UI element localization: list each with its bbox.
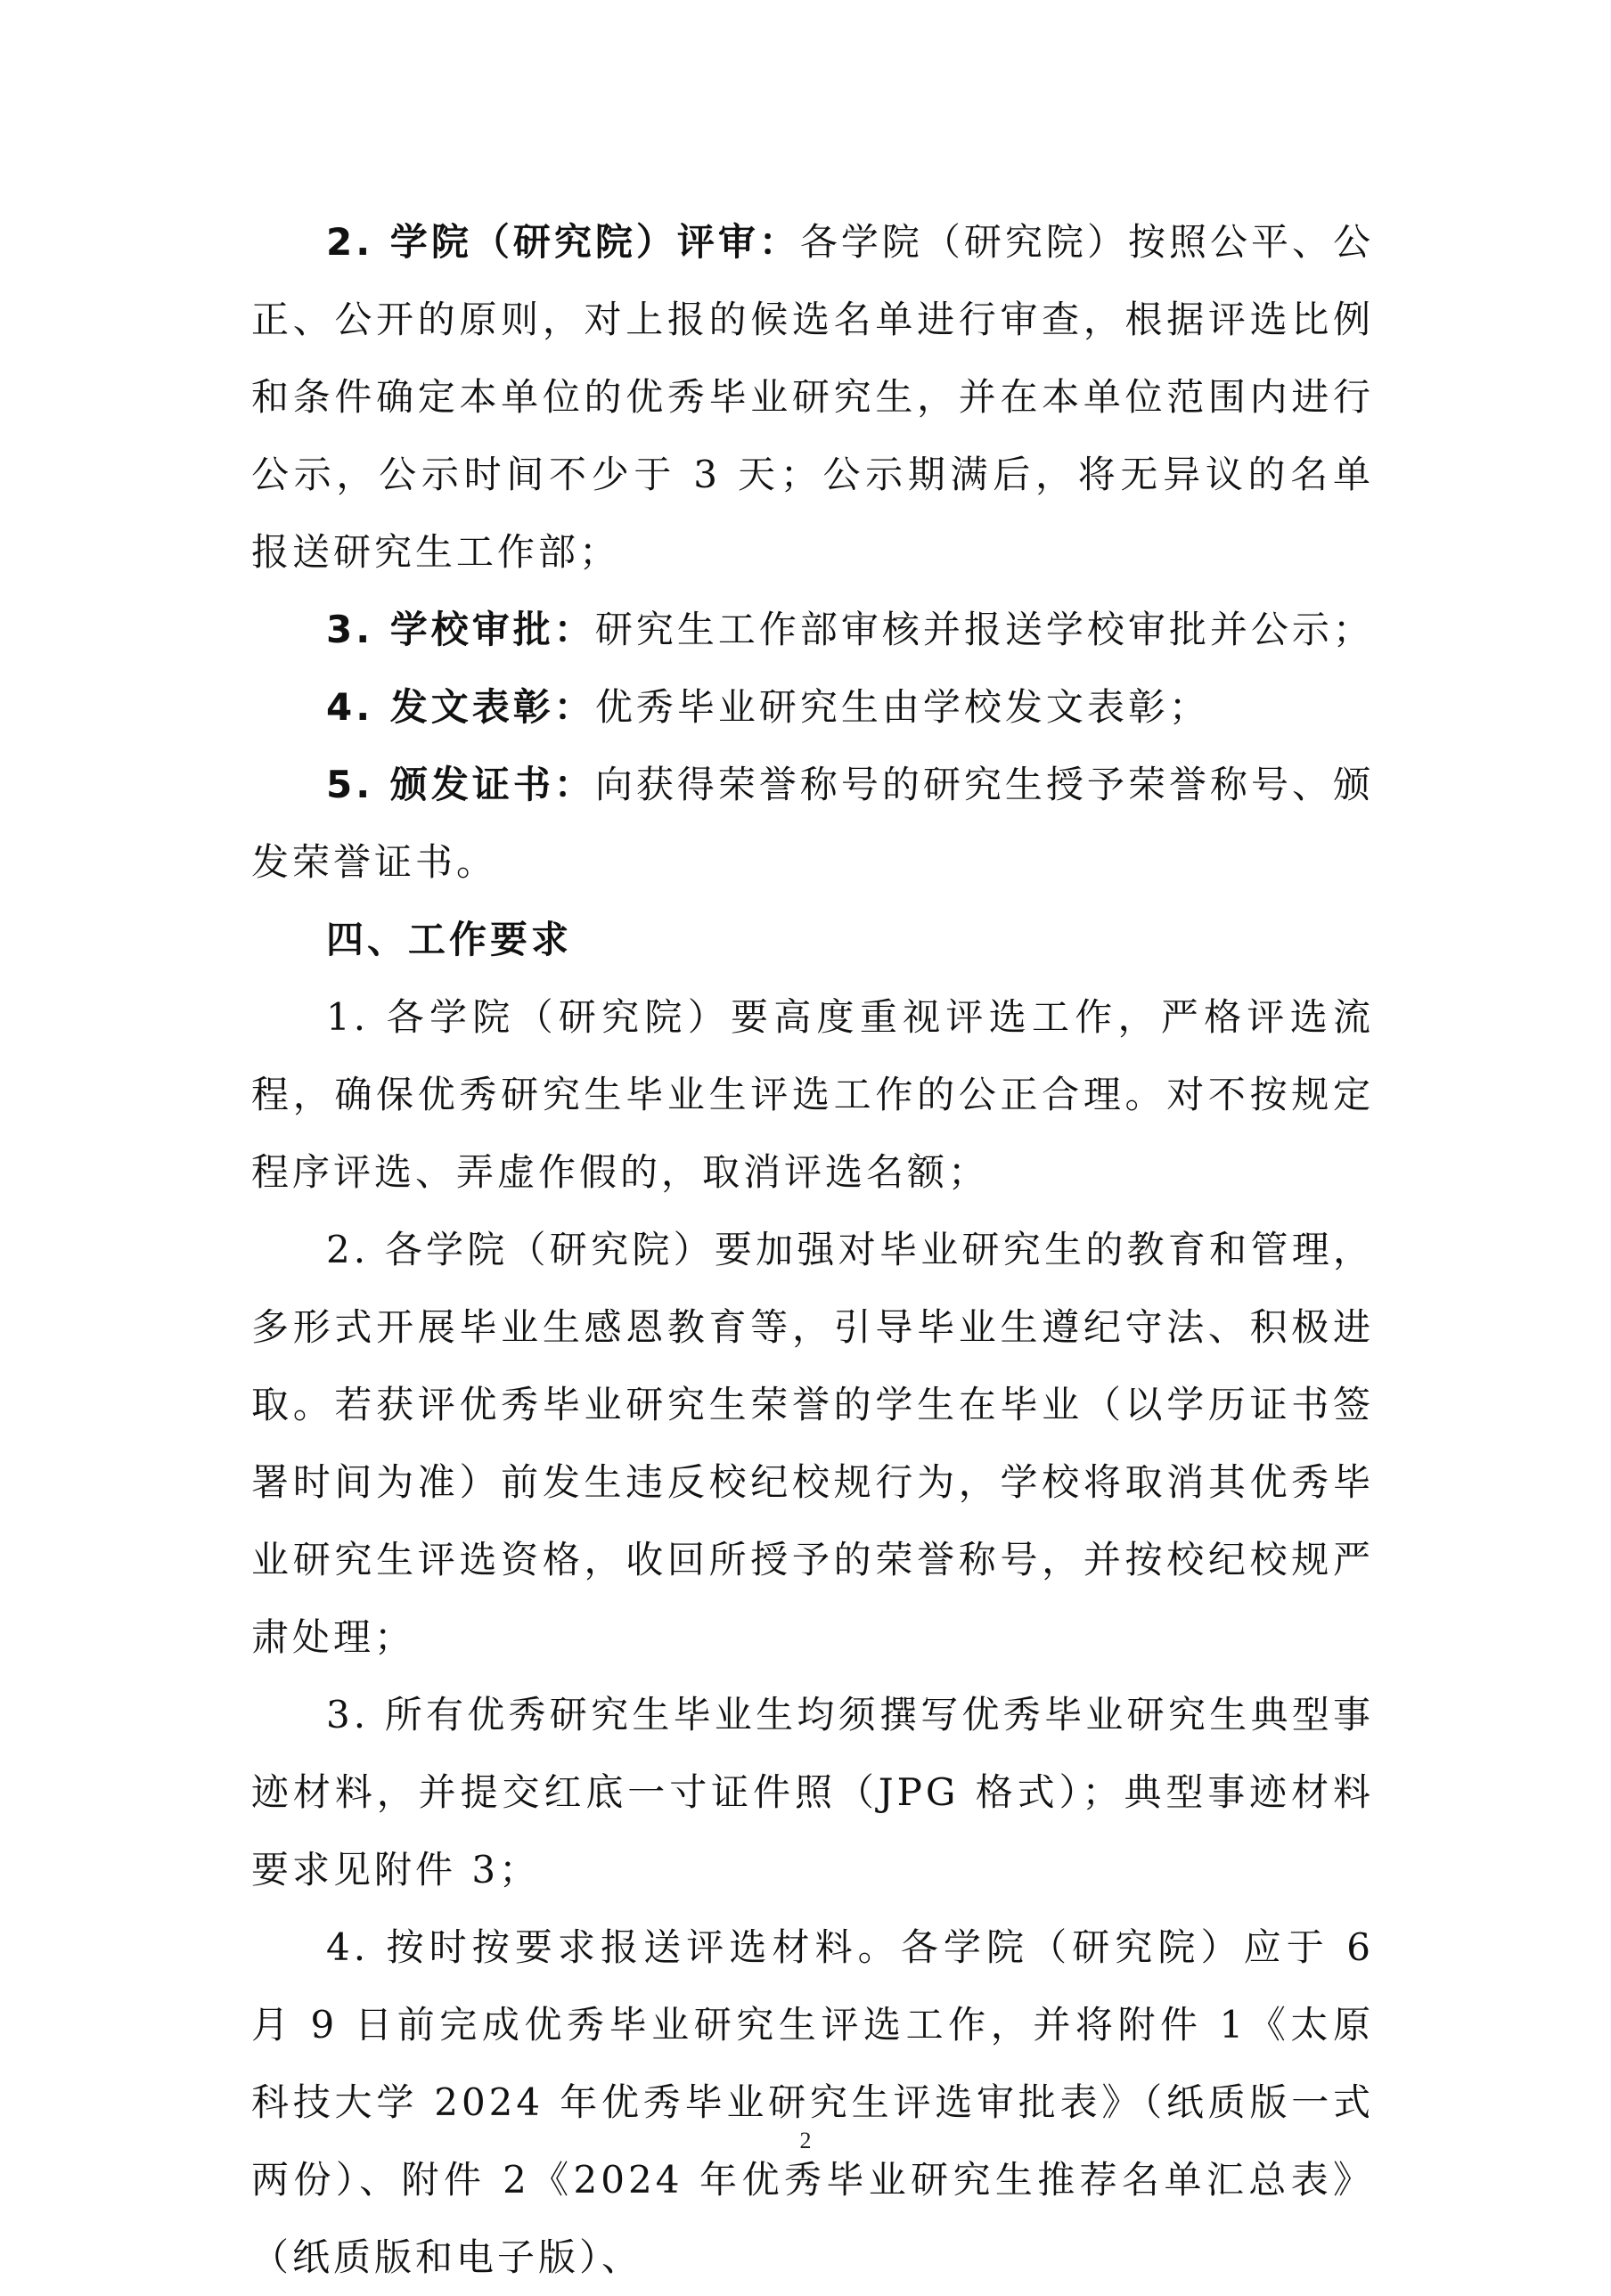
- paragraph-text: 研究生工作部审核并报送学校审批并公示；: [594, 608, 1374, 651]
- requirement-paragraph: 3. 所有优秀研究生毕业生均须撰写优秀毕业研究生典型事迹材料，并提交红底一寸证件照（JPG 格式）；典型事迹材料要求见附件 3；: [251, 1693, 1374, 1892]
- paragraph-text: 优秀毕业研究生由学校发文表彰；: [594, 685, 1210, 729]
- paragraph-lead: 3. 学校审批：: [326, 608, 595, 651]
- section-heading: 四、工作要求: [326, 918, 573, 961]
- paragraph-lead: 5. 颁发证书：: [326, 763, 595, 806]
- document-body: [251, 203, 1374, 2296]
- paragraph-lead: 2. 学院（研究院）评审：: [326, 220, 800, 264]
- requirement-paragraph: 2. 各学院（研究院）要加强对毕业研究生的教育和管理，多形式开展毕业生感恩教育等，引导毕业生遵纪守法、积极进取。若获评优秀毕业研究生荣誉的学生在毕业（以学历证书签署时间为准）前发生违反校纪校规行为，学校将取消其优秀毕业研究生评选资格，收回所授予的荣誉称号，并按校纪校规严肃处理；: [251, 1228, 1374, 1659]
- paragraph-college-review: [251, 203, 1374, 591]
- paragraph-text: 各学院（研究院）按照公平、公正、公开的原则，对上报的候选名单进行审查，根据评选比例和条件确定本单位的优秀毕业研究生，并在本单位范围内进行公示，公示时间不少于 3 天；公示期满后，将无异议的名单报送研究生工作部；: [251, 220, 1374, 574]
- paragraph-certificates: [251, 746, 1374, 901]
- paragraph-school-approval: [251, 591, 1374, 668]
- paragraph-text: 向获得荣誉称号的研究生授予荣誉称号、颁发荣誉证书。: [251, 763, 1374, 884]
- paragraph-commendation: [251, 668, 1374, 746]
- page-number: 2: [799, 2128, 812, 2153]
- paragraph-lead: 4. 发文表彰：: [326, 685, 595, 729]
- requirement-paragraph: 4. 按时按要求报送评选材料。各学院（研究院）应于 6 月 9 日前完成优秀毕业研究生评选工作，并将附件 1《太原科技大学 2024 年优秀毕业研究生评选审批表》（纸质版一式两份）、附件 2《2024 年优秀毕业研究生推荐名单汇总表》（纸质版和电子版）、: [251, 1925, 1374, 2279]
- requirement-paragraph: 1. 各学院（研究院）要高度重视评选工作，严格评选流程，确保优秀研究生毕业生评选工作的公正合理。对不按规定程序评选、弄虚作假的，取消评选名额；: [251, 995, 1374, 1194]
